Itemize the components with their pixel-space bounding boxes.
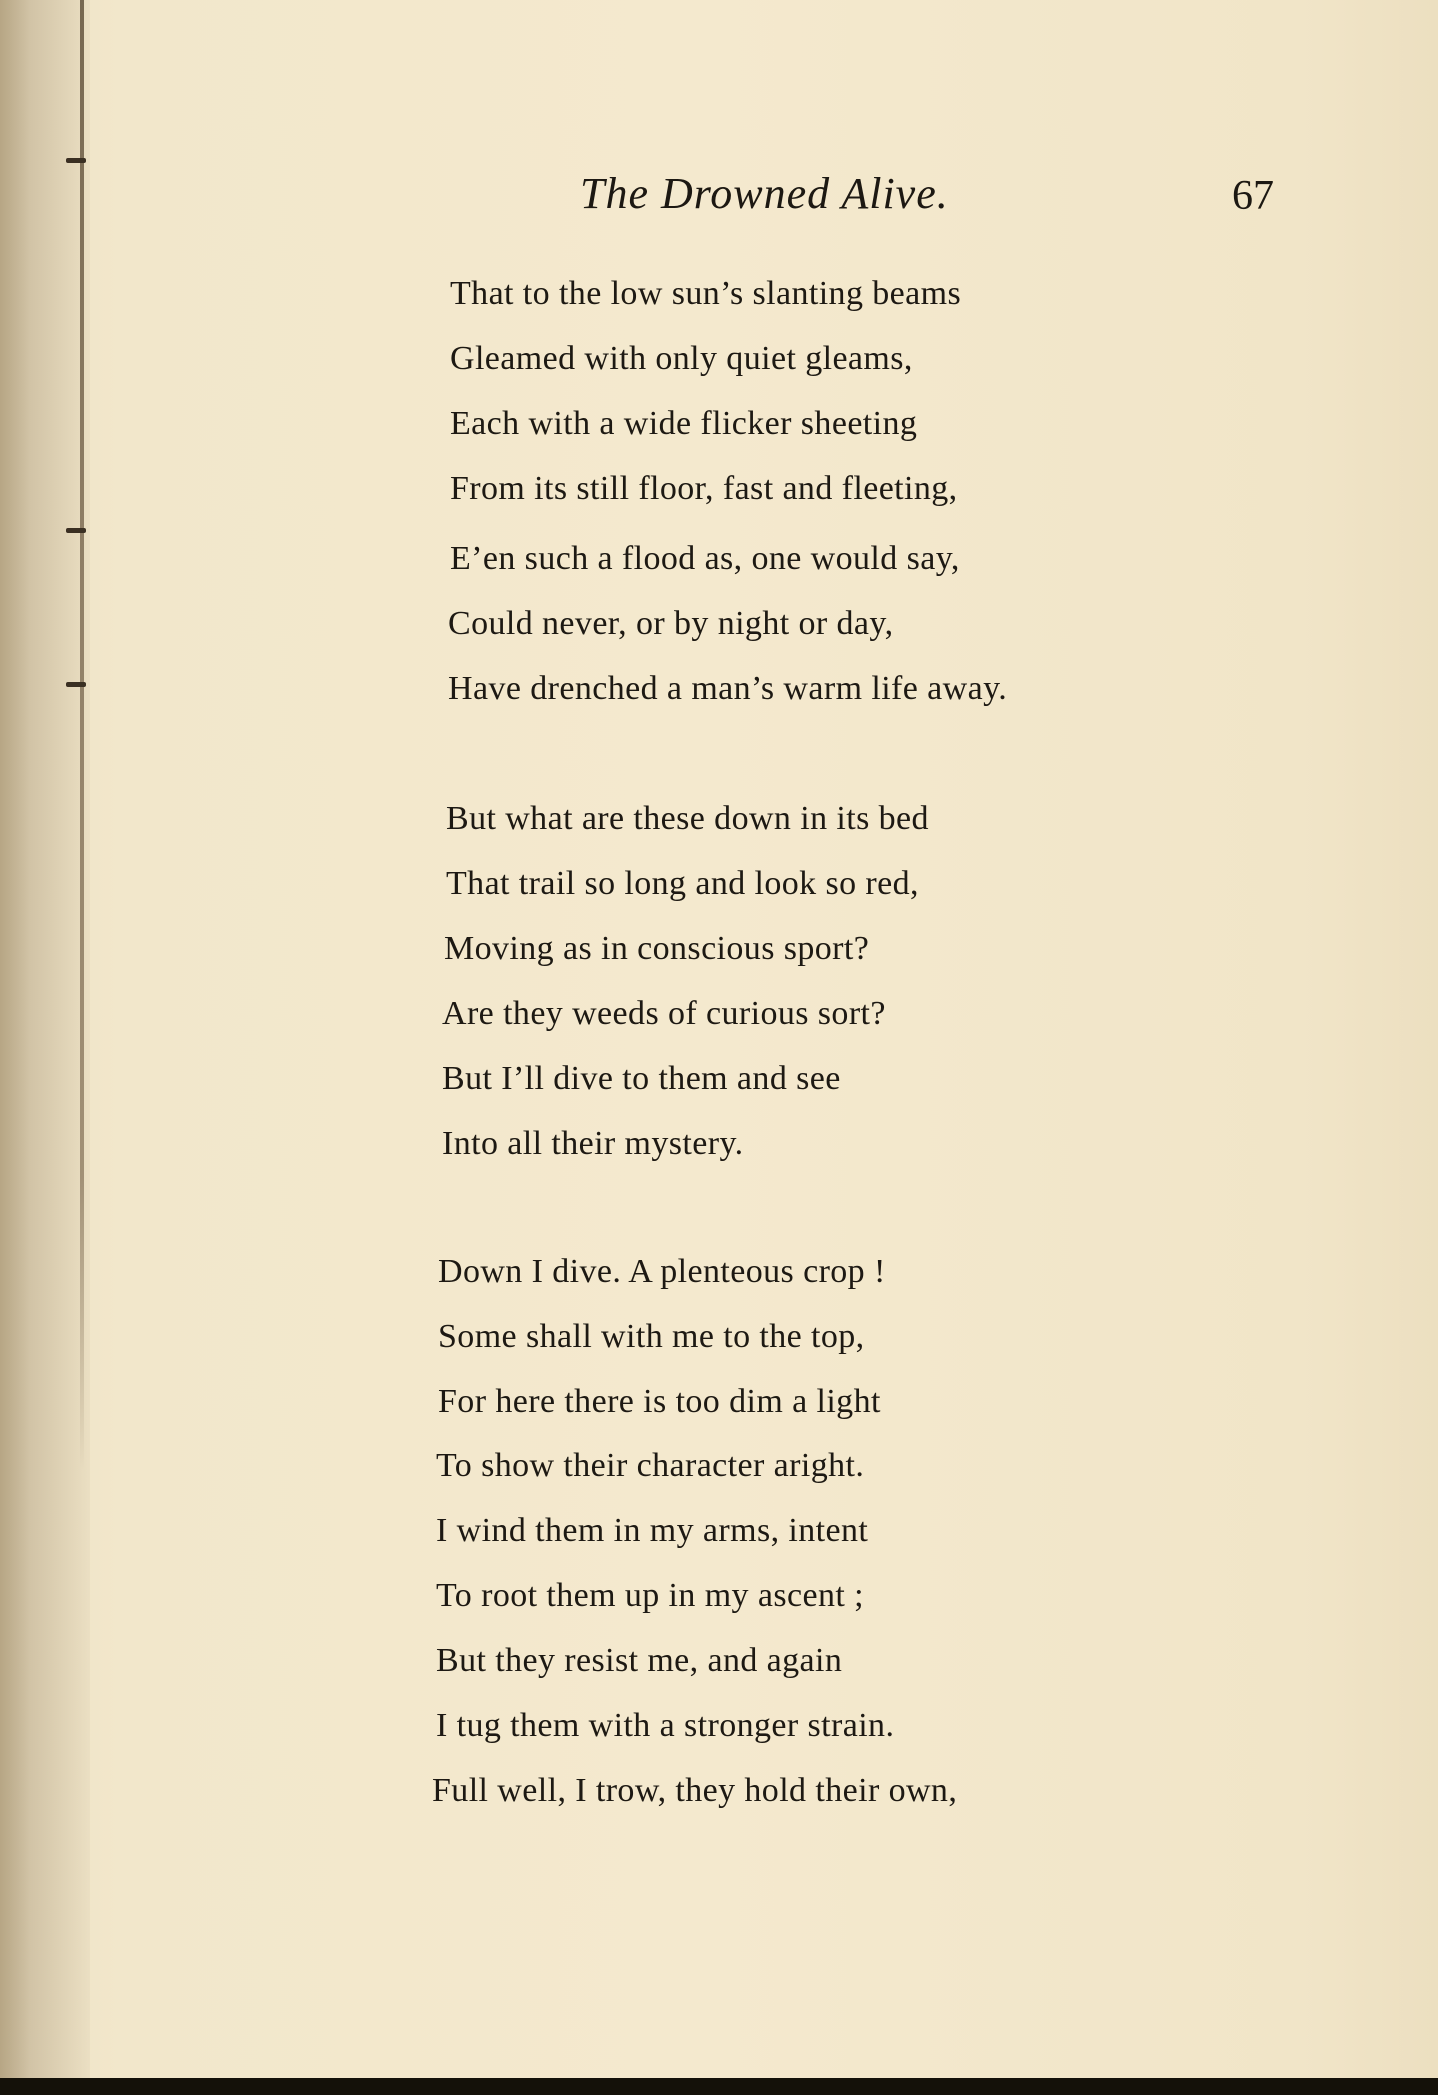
poem-line: To root them up in my ascent ; bbox=[436, 1577, 864, 1614]
poem-line: I tug them with a stronger strain. bbox=[436, 1707, 895, 1744]
poem-line: But what are these down in its bed bbox=[446, 800, 929, 837]
poem-line: Into all their mystery. bbox=[442, 1125, 744, 1162]
binding-stitch bbox=[66, 158, 86, 163]
poem-line: Full well, I trow, they hold their own, bbox=[432, 1772, 958, 1809]
poem-line: For here there is too dim a light bbox=[438, 1383, 881, 1420]
poem-line: Each with a wide flicker sheeting bbox=[450, 405, 918, 442]
poem-line: I wind them in my arms, intent bbox=[436, 1512, 869, 1549]
binding-stitch bbox=[66, 528, 86, 533]
page-header bbox=[0, 168, 1438, 228]
poem-line: That to the low sun’s slanting beams bbox=[450, 275, 962, 312]
poem-line: Some shall with me to the top, bbox=[438, 1318, 865, 1355]
running-title: The Drowned Alive. bbox=[580, 169, 949, 218]
poem-line: But I’ll dive to them and see bbox=[442, 1060, 841, 1097]
poem-line: E’en such a flood as, one would say, bbox=[450, 540, 960, 577]
page-number: 67 bbox=[1232, 173, 1274, 219]
binding-stitch bbox=[66, 682, 86, 687]
poem-line: That trail so long and look so red, bbox=[446, 865, 919, 902]
poem-line: Are they weeds of curious sort? bbox=[442, 995, 886, 1032]
page-bottom-edge bbox=[0, 2078, 1438, 2095]
poem-line: To show their character aright. bbox=[436, 1447, 865, 1484]
poem-line: From its still floor, fast and fleeting, bbox=[450, 470, 958, 507]
poem-line: Gleamed with only quiet gleams, bbox=[450, 340, 913, 377]
poem-line: Could never, or by night or day, bbox=[448, 605, 894, 642]
poem-line: Down I dive. A plenteous crop ! bbox=[438, 1253, 886, 1290]
poem-line: Moving as in conscious sport? bbox=[444, 930, 870, 967]
binding-shadow bbox=[0, 0, 90, 2078]
poem-line: Have drenched a man’s warm life away. bbox=[448, 670, 1008, 707]
poem-line: But they resist me, and again bbox=[436, 1642, 843, 1679]
